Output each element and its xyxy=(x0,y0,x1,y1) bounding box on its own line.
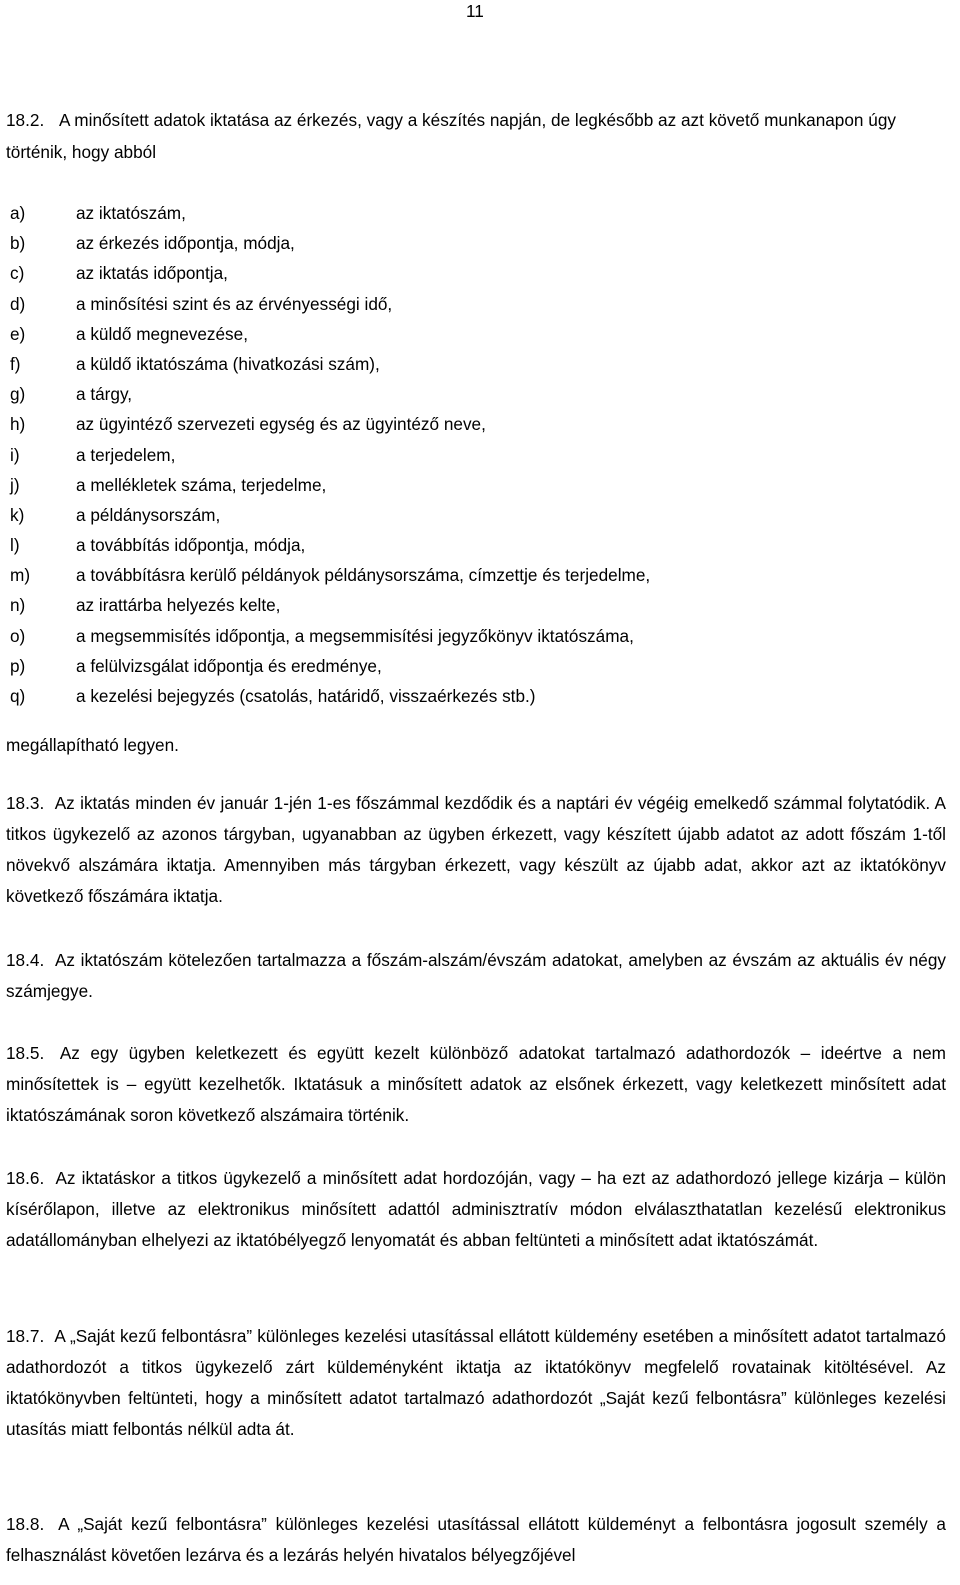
list-item-text: a küldő megnevezése, xyxy=(76,323,248,344)
section-text: A „Saját kezű felbontásra” különleges kezelési utasítással ellátott küldemény esetében a minősített adatot tartalmazó adathordozót a titkos ügykezelő zárt küldeményként iktatja az iktatókönyv megfelelő rovatainak kitöltésével. Az iktatókönyvben feltünteti, hogy a minősített adatot tartalmazó adathordozót „Saját kezű felbontásra” különleges kezelési utasítás miatt felbontás nélkül adta át. xyxy=(6,1326,946,1439)
list-item-letter: c) xyxy=(10,263,25,284)
list-conclusion: megállapítható legyen. xyxy=(6,735,179,755)
list-item-letter: o) xyxy=(10,625,26,646)
section-text: Az iktatószám kötelezően tartalmazza a főszám-alszám/évszám adatokat, amelyben az évszám az aktuális év négy számjegye. xyxy=(6,950,947,1001)
section-18-6 xyxy=(6,1163,946,1256)
list-item-text: a felülvizsgálat időpontja és eredménye, xyxy=(76,655,382,676)
list-item xyxy=(10,409,650,439)
section-number: 18.4. xyxy=(6,950,45,970)
list-item-letter: j) xyxy=(10,474,20,495)
list-item xyxy=(10,198,650,228)
list-item xyxy=(10,590,650,620)
list-item xyxy=(10,258,650,288)
section-number: 18.7. xyxy=(6,1326,45,1346)
list-item-letter: m) xyxy=(10,565,31,586)
list-item xyxy=(10,530,650,560)
section-text: Az iktatáskor a titkos ügykezelő a minősített adat hordozóján, vagy – ha ezt az adathordozó jellege kizárja – külön kísérőlapon, illetve az elektronikus minősített adattól adminisztratív módon elválaszthatatlan kezelésű elektronikus adatállományban elhelyezi az iktatóbélyegző lenyomatát és abban feltünteti a minősített adat iktatószámát. xyxy=(6,1168,946,1250)
section-number: 18.6. xyxy=(6,1168,45,1188)
page-number: 11 xyxy=(466,1,484,21)
list-item-text: a minősítési szint és az érvényességi idő, xyxy=(76,293,393,314)
list-item-text: a megsemmisítés időpontja, a megsemmisítési jegyzőkönyv iktatószáma, xyxy=(76,625,634,646)
section-text: Az egy ügyben keletkezett és együtt kezelt különböző adatokat tartalmazó adathordozók – ideértve a nem minősítettek is – együtt kezelhetők. Iktatásuk a minősített adatok az elsőnek érkezett, vagy keletkezett minősített adat iktatószámának soron következő alszámaira történik. xyxy=(6,1043,946,1125)
list-item-text: a kezelési bejegyzés (csatolás, határidő, visszaérkezés stb.) xyxy=(76,686,536,706)
section-18-3 xyxy=(6,788,946,912)
section-18-2-intro xyxy=(6,104,948,168)
list-item-text: a mellékletek száma, terjedelme, xyxy=(76,474,327,495)
list-item xyxy=(10,500,650,530)
section-text: Az iktatás minden év január 1-jén 1-es főszámmal kezdődik és a naptári év végéig emelkedő számmal folytatódik. A titkos ügykezelő az azonos tárgyban, ugyanabban az ügyben érkezett, vagy készített újabb adatot az adott főszám 1-től növekvő alszámára iktatja. Amennyiben más tárgyban érkezett, vagy készült az újabb adat, akkor azt az iktatókönyv következő főszámára iktatja. xyxy=(6,793,946,906)
list-item xyxy=(10,560,650,590)
list-item xyxy=(10,621,650,651)
list-item-text: a tárgy, xyxy=(76,384,133,405)
list-item-letter: a) xyxy=(10,203,26,223)
section-18-5 xyxy=(6,1038,946,1131)
section-number: 18.8. xyxy=(6,1514,45,1534)
list-item xyxy=(10,470,650,500)
list-item-letter: f) xyxy=(10,353,21,374)
list-item-letter: l) xyxy=(10,535,20,556)
list-item-letter: d) xyxy=(10,293,26,314)
list-item xyxy=(10,289,650,319)
list-item-text: az ügyintéző szervezeti egység és az ügyintéző neve, xyxy=(76,414,486,435)
list-item-text: a küldő iktatószáma (hivatkozási szám), xyxy=(76,353,380,374)
section-18-8 xyxy=(6,1509,946,1571)
list-item-letter: p) xyxy=(10,655,26,676)
section-number: 18.2. xyxy=(6,110,45,130)
list-item-letter: i) xyxy=(10,444,20,465)
section-18-7 xyxy=(6,1321,946,1445)
list-item-letter: k) xyxy=(10,504,25,525)
list-item-text: az érkezés időpontja, módja, xyxy=(76,233,295,254)
list-item xyxy=(10,651,650,681)
list-item-letter: q) xyxy=(10,686,26,706)
list-item-letter: h) xyxy=(10,414,26,435)
list-item xyxy=(10,440,650,470)
criteria-list xyxy=(10,198,650,711)
list-item-text: a továbbításra kerülő példányok példánysorszáma, címzettje és terjedelme, xyxy=(76,565,651,586)
list-item xyxy=(10,349,650,379)
list-item xyxy=(10,681,650,711)
list-item-letter: e) xyxy=(10,323,26,344)
list-item-text: a továbbítás időpontja, módja, xyxy=(76,535,306,556)
list-item-text: a példánysorszám, xyxy=(76,504,221,525)
list-item-letter: g) xyxy=(10,384,26,405)
list-item xyxy=(10,319,650,349)
section-text: A „Saját kezű felbontásra” különleges kezelési utasítással ellátott küldeményt a felbontásra jogosult személy a felhasználást követően lezárva és a lezárás helyén hivatalos bélyegzőjével xyxy=(6,1514,946,1565)
list-item-text: az irattárba helyezés kelte, xyxy=(76,595,281,616)
list-item xyxy=(10,228,650,258)
section-text: A minősített adatok iktatása az érkezés, vagy a készítés napján, de legkésőbb az azt követő munkanapon úgy történik, hogy abból xyxy=(6,110,896,162)
section-18-4 xyxy=(6,945,946,1007)
section-number: 18.5. xyxy=(6,1043,45,1063)
list-item-text: az iktatószám, xyxy=(76,203,186,223)
list-item-text: az iktatás időpontja, xyxy=(76,263,228,284)
list-item xyxy=(10,379,650,409)
list-item-text: a terjedelem, xyxy=(76,444,176,465)
section-number: 18.3. xyxy=(6,793,45,813)
list-item-letter: n) xyxy=(10,595,26,616)
list-item-letter: b) xyxy=(10,233,26,254)
